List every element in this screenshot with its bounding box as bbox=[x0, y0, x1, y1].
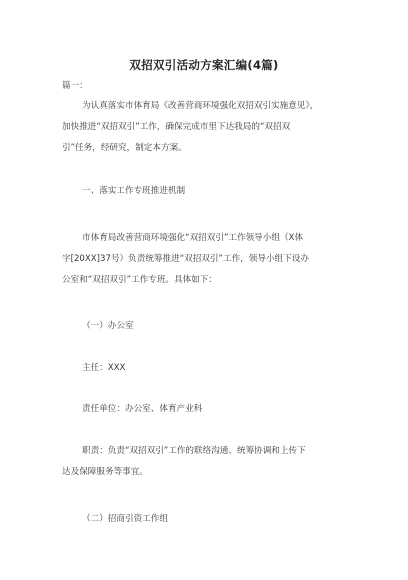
subheading-investment-group: （二）招商引资工作组 bbox=[82, 514, 168, 524]
paragraph-line: 公室和“双招双引”工作专班。具体如下： bbox=[62, 275, 217, 285]
director-line: 主任：XXX bbox=[82, 363, 126, 373]
paragraph-line: 职责：负责“双招双引”工作的联络沟通、统筹协调和上传下 bbox=[82, 446, 306, 456]
paragraph-intro bbox=[62, 96, 362, 159]
paragraph-line: 引”任务，经研究，制定本方案。 bbox=[62, 143, 187, 153]
paragraph-team bbox=[62, 228, 362, 291]
heading-1: 一、落实工作专班推进机制 bbox=[82, 186, 186, 196]
paragraph-line: 为认真落实市体育局《改善营商环境强化双招双引实施意见》， bbox=[82, 101, 319, 111]
paragraph-line: 加快推进“双招双引”工作，确保完成市里下达我局的“双招双 bbox=[62, 122, 291, 132]
section-label: 篇一： bbox=[62, 81, 88, 91]
paragraph-line: 达及保障服务等事宜。 bbox=[62, 467, 148, 477]
subheading-office: （一）办公室 bbox=[82, 321, 134, 331]
document-title: 双招双引活动方案汇编(4篇) bbox=[129, 58, 279, 72]
paragraph-line: 市体育局改善营商环境强化“双招双引”工作领导小组（X体 bbox=[82, 233, 304, 243]
paragraph-line: 字[20XX]37号）负责统筹推进“双招双引”工作，领导小组下设办 bbox=[62, 254, 309, 264]
responsible-unit-line: 责任单位：办公室、体育产业科 bbox=[82, 404, 203, 414]
paragraph-duty bbox=[62, 441, 362, 483]
